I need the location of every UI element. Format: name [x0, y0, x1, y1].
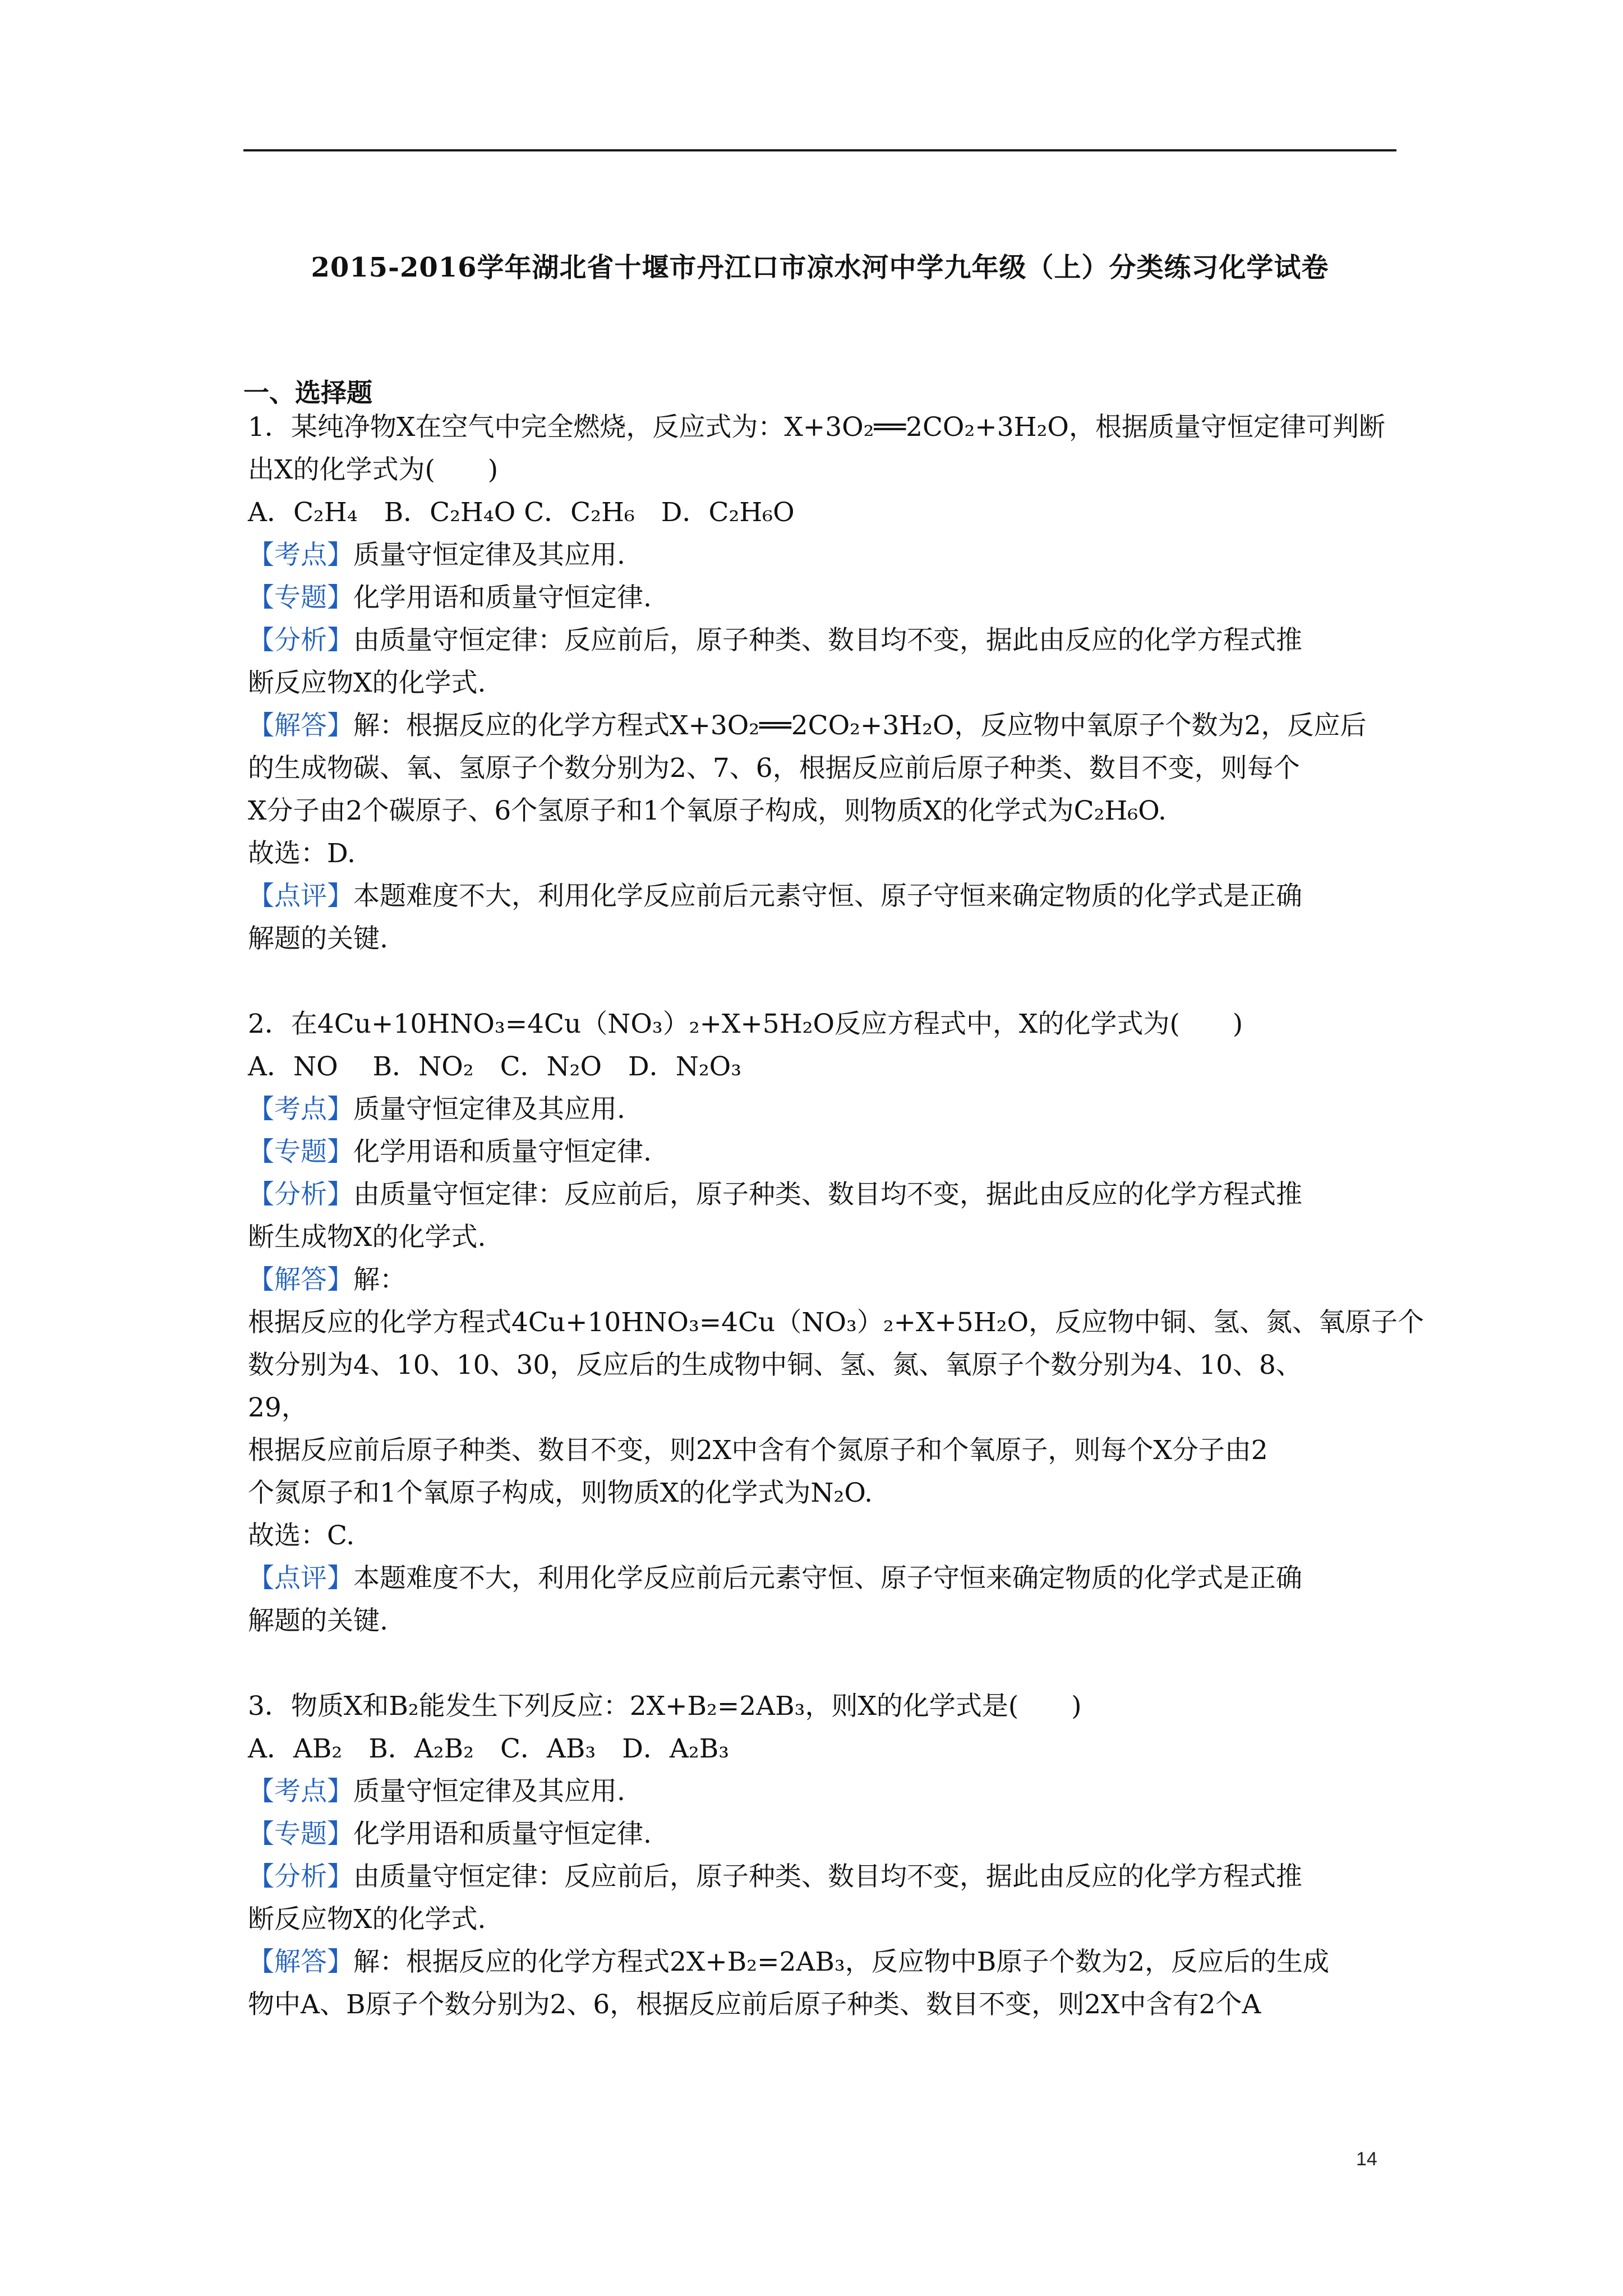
fenxi-text: 由质量守恒定律：反应前后，原子种类、数目均不变，据此由反应的化学方程式推 [353, 1861, 1302, 1892]
dianping-row [248, 1557, 1403, 1600]
answer-line: 故选：D. [248, 838, 356, 869]
fenxi-row [248, 1856, 1403, 1898]
fenxi-tag: 【分析】 [248, 1179, 353, 1210]
kaodian-tag: 【考点】 [248, 540, 353, 570]
jieda-row [248, 1259, 1403, 1301]
jieda-text-line: 的生成物碳、氧、氢原子个数分别为2、7、6，根据反应前后原子种类、数目不变，则每个 [248, 753, 1300, 784]
jieda-text: 解：根据反应的化学方程式2X+B₂=2AB₃，反应物中B原子个数为2，反应后的生成 [353, 1947, 1330, 1977]
fenxi-tag: 【分析】 [248, 625, 353, 656]
fenxi-tag: 【分析】 [248, 1861, 353, 1892]
zhuanti-text: 化学用语和质量守恒定律. [353, 1819, 652, 1849]
question-stem-line: 1．某纯净物X在空气中完全燃烧，反应式为：X+3O₂══2CO₂+3H₂O，根据质量守恒定律可判断 [248, 412, 1385, 443]
kaodian-text: 质量守恒定律及其应用. [353, 1776, 625, 1807]
fenxi-row [248, 1174, 1403, 1216]
jieda-text-line: X分子由2个碳原子、6个氢原子和1个氧原子构成，则物质X的化学式为C₂H₆O. [248, 795, 1166, 826]
zhuanti-text: 化学用语和质量守恒定律. [353, 1137, 652, 1167]
jieda-text: 解： [353, 1264, 406, 1295]
jieda-text-line: 根据反应前后原子种类、数目不变，则2X中含有个氮原子和个氧原子，则每个X分子由2 [248, 1435, 1268, 1466]
jieda-tag: 【解答】 [248, 710, 353, 741]
kaodian-tag: 【考点】 [248, 1776, 353, 1807]
question-stem-line: 出X的化学式为( ) [248, 454, 499, 485]
jieda-text-line: 个氮原子和1个氧原子构成，则物质X的化学式为N₂O. [248, 1478, 873, 1508]
kaodian-tag: 【考点】 [248, 1094, 353, 1125]
page-number: 14 [1356, 2148, 1377, 2170]
zhuanti-tag: 【专题】 [248, 1137, 353, 1167]
question-2 [248, 1003, 1424, 1642]
jieda-text-line: 数分别为4、10、10、30，反应后的生成物中铜、氢、氮、氧原子个数分别为4、10、8、 [248, 1350, 1302, 1381]
question-3 [248, 1685, 1403, 2026]
zhuanti-row [248, 1813, 1403, 1856]
dianping-text: 本题难度不大，利用化学反应前后元素守恒、原子守恒来确定物质的化学式是正确 [353, 881, 1302, 912]
fenxi-text: 由质量守恒定律：反应前后，原子种类、数目均不变，据此由反应的化学方程式推 [353, 1179, 1302, 1210]
question-stem-line: 2．在4Cu+10HNO₃=4Cu（NO₃）₂+X+5H₂O反应方程式中，X的化学式为( ) [248, 1009, 1243, 1039]
jieda-row [248, 705, 1403, 747]
kaodian-text: 质量守恒定律及其应用. [353, 540, 625, 570]
zhuanti-row [248, 1131, 1403, 1174]
fenxi-text-line: 断反应物X的化学式. [248, 668, 486, 698]
kaodian-row [248, 534, 1403, 577]
dianping-tag: 【点评】 [248, 881, 353, 912]
page-title: 2015-2016学年湖北省十堰市丹江口市凉水河中学九年级（上）分类练习化学试卷 [311, 252, 1329, 283]
jieda-tag: 【解答】 [248, 1264, 353, 1295]
jieda-tag: 【解答】 [248, 1947, 353, 1977]
answer-options: A．AB₂ B．A₂B₂ C．AB₃ D．A₂B₃ [248, 1733, 730, 1764]
kaodian-row [248, 1770, 1403, 1813]
dianping-text-line: 解题的关键. [248, 923, 388, 954]
question-1 [248, 406, 1403, 960]
jieda-text-line: 物中A、B原子个数分别为2、6，根据反应前后原子种类、数目不变，则2X中含有2个A [248, 1989, 1261, 2020]
kaodian-row [248, 1088, 1403, 1131]
fenxi-text: 由质量守恒定律：反应前后，原子种类、数目均不变，据此由反应的化学方程式推 [353, 625, 1302, 656]
zhuanti-tag: 【专题】 [248, 582, 353, 613]
question-list [248, 406, 1424, 2026]
jieda-row [248, 1941, 1403, 1984]
zhuanti-tag: 【专题】 [248, 1819, 353, 1849]
zhuanti-text: 化学用语和质量守恒定律. [353, 582, 652, 613]
jieda-text-line: 根据反应的化学方程式4Cu+10HNO₃=4Cu（NO₃）₂+X+5H₂O，反应物中铜、氢、氮、氧原子个 [248, 1307, 1424, 1338]
kaodian-text: 质量守恒定律及其应用. [353, 1094, 625, 1125]
fenxi-row [248, 619, 1403, 662]
dianping-text-line: 解题的关键. [248, 1605, 388, 1636]
dianping-tag: 【点评】 [248, 1563, 353, 1594]
section-heading: 一、选择题 [243, 378, 372, 408]
fenxi-text-line: 断反应物X的化学式. [248, 1904, 486, 1935]
dianping-text: 本题难度不大，利用化学反应前后元素守恒、原子守恒来确定物质的化学式是正确 [353, 1563, 1302, 1594]
question-stem-line: 3．物质X和B₂能发生下列反应：2X+B₂=2AB₃，则X的化学式是( ) [248, 1691, 1082, 1722]
zhuanti-row [248, 577, 1403, 619]
header-rule [243, 149, 1396, 151]
jieda-text: 解：根据反应的化学方程式X+3O₂══2CO₂+3H₂O，反应物中氧原子个数为2，反应后 [353, 710, 1367, 741]
answer-options: A．C₂H₄ B．C₂H₄O C．C₂H₆ D．C₂H₆O [248, 497, 795, 528]
fenxi-text-line: 断生成物X的化学式. [248, 1222, 486, 1253]
dianping-row [248, 875, 1403, 918]
answer-options: A．NO B．NO₂ C．N₂O D．N₂O₃ [248, 1051, 742, 1082]
answer-line: 故选：C. [248, 1520, 355, 1551]
jieda-text-line: 29， [248, 1392, 308, 1423]
